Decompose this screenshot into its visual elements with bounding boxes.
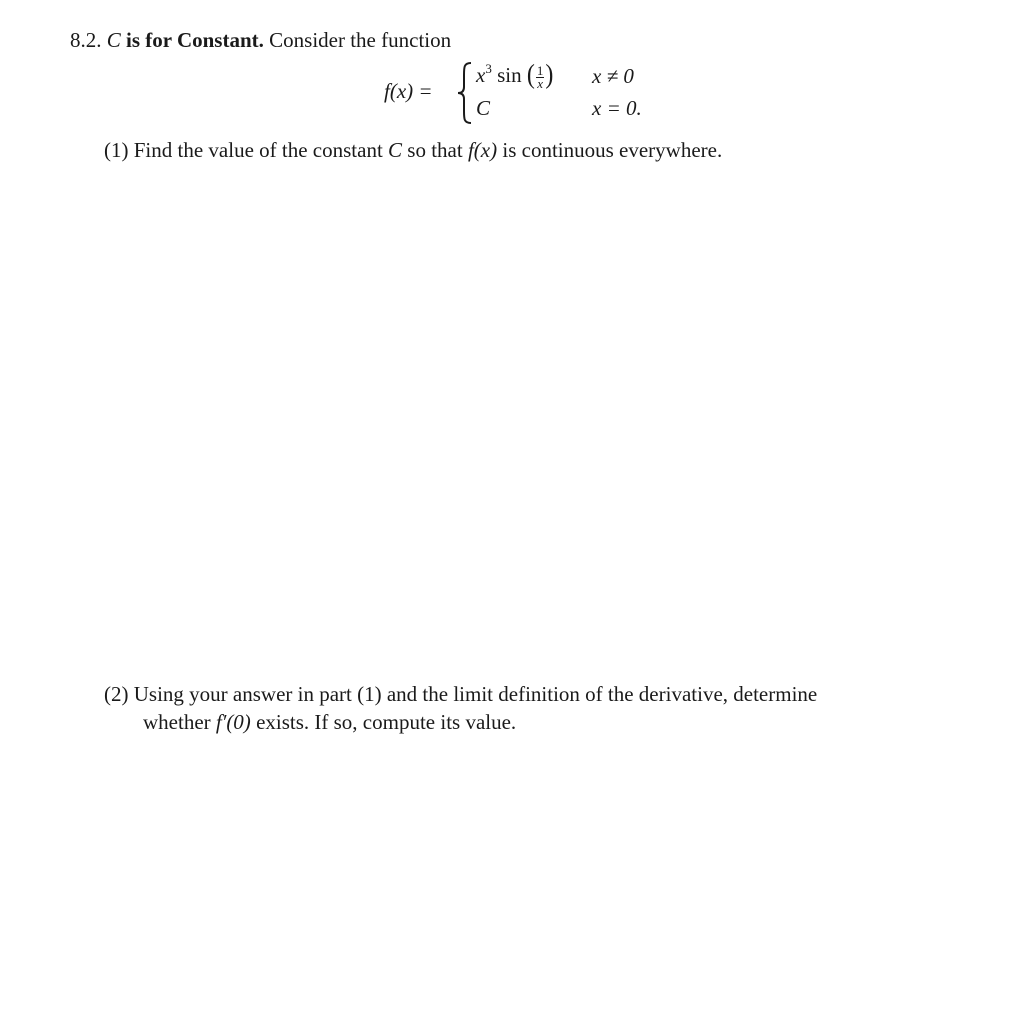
- equation-lhs: [384, 79, 433, 104]
- part-2-label: (2): [104, 682, 129, 706]
- part-2-text-b: exists. If so, compute its value.: [250, 710, 517, 734]
- part-2-text-a: whether: [143, 710, 216, 734]
- part-2-text-line-1: Using your answer in part (1) and the limit definition of the derivative, determine: [133, 682, 818, 706]
- part-1-text-c: is continuous everywhere.: [497, 138, 723, 162]
- piecewise-equation: [384, 58, 684, 128]
- case1-expression: $x^3$ sin ( $\frac{1}{x}$ ): [476, 59, 554, 91]
- case2-expression: C: [476, 96, 491, 120]
- part-1-var-c: C: [388, 138, 403, 162]
- title-variable: C: [106, 28, 121, 52]
- part-1-text-a: Find the value of the constant: [133, 138, 389, 162]
- case1-condition: x ≠ 0: [592, 64, 634, 88]
- fraction-numerator: 1: [536, 62, 544, 78]
- fraction-denominator: x: [537, 75, 543, 91]
- part-1-text-b: so that: [402, 138, 468, 162]
- part-2-line-2: [143, 709, 516, 735]
- case1-function: sin: [491, 63, 527, 87]
- part-1-fx: f(x): [467, 138, 498, 162]
- equation-lhs-text: f(x) =: [384, 79, 433, 103]
- part-2-line-1: [104, 681, 817, 707]
- problem-number: 8.2.: [70, 28, 102, 52]
- case1-fraction: [536, 62, 545, 91]
- problem-intro: Consider the function: [269, 28, 452, 52]
- part-1-label: (1): [104, 138, 129, 162]
- case2-condition: x = 0.: [592, 96, 642, 120]
- case1-base: x: [476, 63, 486, 87]
- part-1: [104, 137, 722, 163]
- part-2-fprime: f′(0): [215, 710, 251, 734]
- problem-header: [70, 27, 451, 53]
- case1-exponent: 3: [485, 61, 492, 76]
- problem-title: is for Constant.: [126, 28, 264, 52]
- left-brace-icon: [456, 61, 474, 125]
